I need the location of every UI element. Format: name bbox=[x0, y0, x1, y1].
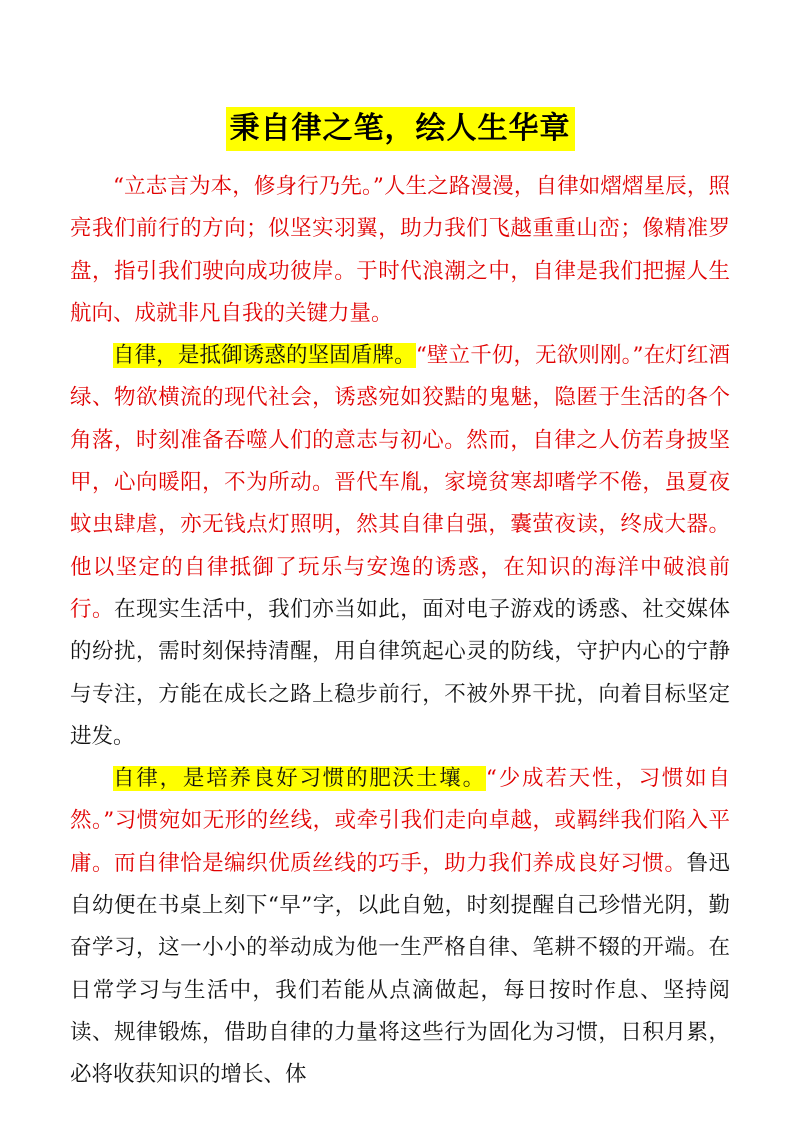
highlighted-thesis: 自律，是抵御诱惑的坚固盾牌。 bbox=[113, 343, 416, 369]
paragraph-text-black: 鲁迅自幼便在书桌上刻下“早”字，以此自勉，时刻提醒自己珍惜光阴，勤奋学习，这一小小的举动成为他一生严格自律、笔耕不辍的开端。在日常学习与生活中，我们若能从点滴做起，每日按时作息、坚持阅读、规律锻炼，借助自律的力量将这些行为固化为习惯，日积月累，必将收获知识的增长、体 bbox=[70, 850, 730, 1088]
paragraph-text-red: “壁立千仞，无欲则刚。”在灯红酒绿、物欲横流的现代社会，诱惑宛如狡黠的鬼魅，隐匿于生活的各个角落，时刻准备吞噬人们的意志与初心。然而，自律之人仿若身披坚甲，心向暖阳，不为所动。晋代车胤，家境贫寒却嗜学不倦，虽夏夜蚊虫肆虐，亦无钱点灯照明，然其自律自强，囊萤夜读，终成大器。他以坚定的自律抵御了玩乐与安逸的诱惑，在知识的海洋中破浪前行。 bbox=[70, 343, 730, 622]
paragraph-text-black: 在现实生活中，我们亦当如此，面对电子游戏的诱惑、社交媒体的纷扰，需时刻保持清醒，用自律筑起心灵的防线，守护内心的宁静与专注，方能在成长之路上稳步前行，不被外界干扰，向着目标坚定进发。 bbox=[70, 596, 730, 749]
paragraph-text: “立志言为本，修身行乃先。”人生之路漫漫，自律如熠熠星辰，照亮我们前行的方向；似坚实羽翼，助力我们飞越重重山峦；像精准罗盘，指引我们驶向成功彼岸。于时代浪潮之中，自律是我们把握人生航向、成就非凡自我的关键力量。 bbox=[70, 174, 730, 326]
paragraph-text-red: “少成若天性，习惯如自然。”习惯宛如无形的丝线，或牵引我们走向卓越，或羁绊我们陷入平庸。而自律恰是编织优质丝线的巧手，助力我们养成良好习惯。 bbox=[70, 766, 730, 876]
essay-body bbox=[70, 166, 730, 1097]
paragraph-temptation bbox=[70, 335, 730, 758]
title-container bbox=[0, 107, 800, 151]
essay-title: 秉自律之笔，绘人生华章 bbox=[226, 107, 575, 151]
highlighted-thesis: 自律，是培养良好习惯的肥沃土壤。 bbox=[113, 766, 486, 792]
paragraph-intro bbox=[70, 166, 730, 335]
paragraph-habits bbox=[70, 758, 730, 1096]
